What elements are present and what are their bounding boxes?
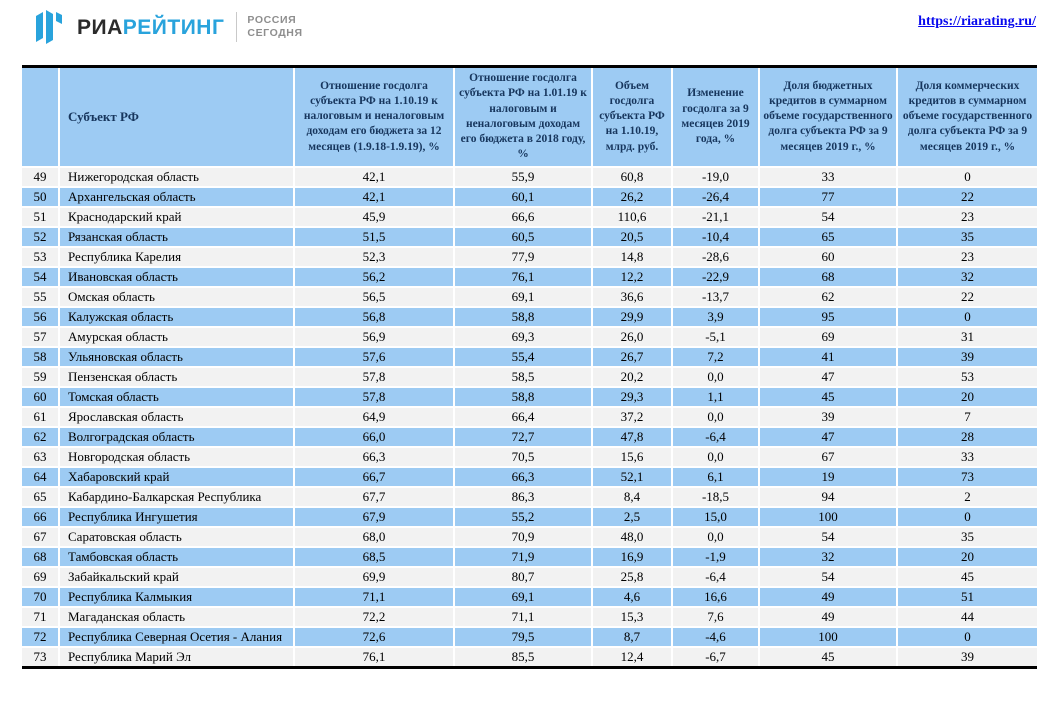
value-cell: 76,1 [455,266,593,286]
value-cell: 15,0 [673,506,760,526]
column-header-region: Субъект РФ [60,68,295,166]
region-cell: Омская область [60,286,295,306]
region-cell: Амурская область [60,326,295,346]
value-cell: 29,9 [593,306,673,326]
value-cell: 22 [898,186,1037,206]
region-cell: Забайкальский край [60,566,295,586]
region-cell: Кабардино-Балкарская Республика [60,486,295,506]
value-cell: 60,5 [455,226,593,246]
table-row [22,186,1037,206]
value-cell: 2,5 [593,506,673,526]
value-cell: 16,6 [673,586,760,606]
region-cell: Ульяновская область [60,346,295,366]
value-cell: 57,6 [295,346,455,366]
table-row [22,206,1037,226]
table-row [22,386,1037,406]
agency-line1: РОССИЯ [247,14,297,27]
value-cell: 14,8 [593,246,673,266]
value-cell: 12,4 [593,646,673,666]
rank-cell: 63 [22,446,60,466]
rank-cell: 69 [22,566,60,586]
brand-ria-text: РИА [77,15,123,39]
rank-cell: 57 [22,326,60,346]
table-row [22,266,1037,286]
value-cell: 29,3 [593,386,673,406]
region-cell: Архангельская область [60,186,295,206]
value-cell: 79,5 [455,626,593,646]
rank-cell: 54 [22,266,60,286]
value-cell: 86,3 [455,486,593,506]
value-cell: 2 [898,486,1037,506]
value-cell: 54 [760,526,898,546]
value-cell: 60,8 [593,166,673,186]
value-cell: 20 [898,386,1037,406]
rank-cell: 59 [22,366,60,386]
value-cell: 39 [760,406,898,426]
rank-cell: 62 [22,426,60,446]
logo-divider [236,12,237,42]
table-row [22,286,1037,306]
value-cell: 20,2 [593,366,673,386]
value-cell: 39 [898,646,1037,666]
value-cell: 32 [760,546,898,566]
rank-cell: 52 [22,226,60,246]
brand-wordmark [77,17,224,38]
value-cell: 66,3 [455,466,593,486]
table-row [22,586,1037,606]
value-cell: 0,0 [673,446,760,466]
value-cell: 32 [898,266,1037,286]
debt-rating-table-wrap [22,65,1037,669]
column-header-commercial-loans-share: Доля коммерческих кредитов в суммарном объеме государственного долга субъекта РФ за 9 месяцев 2019 г., % [898,68,1037,166]
region-cell: Нижегородская область [60,166,295,186]
rank-cell: 55 [22,286,60,306]
value-cell: 51 [898,586,1037,606]
value-cell: 77,9 [455,246,593,266]
value-cell: 31 [898,326,1037,346]
region-cell: Рязанская область [60,226,295,246]
value-cell: 66,7 [295,466,455,486]
value-cell: -1,9 [673,546,760,566]
value-cell: 33 [760,166,898,186]
table-row [22,326,1037,346]
value-cell: 8,7 [593,626,673,646]
column-header-debt-ratio-1-01-19: Отношение госдолга субъекта РФ на 1.01.19 к налоговым и неналоговым доходам его бюджета в 2018 году, % [455,68,593,166]
value-cell: 35 [898,526,1037,546]
value-cell: 57,8 [295,366,455,386]
value-cell: 28 [898,426,1037,446]
value-cell: 57,8 [295,386,455,406]
region-cell: Томская область [60,386,295,406]
ria-rating-logo-icon [34,9,68,45]
value-cell: 56,8 [295,306,455,326]
value-cell: 7,6 [673,606,760,626]
value-cell: 53 [898,366,1037,386]
region-cell: Калужская область [60,306,295,326]
value-cell: -6,4 [673,426,760,446]
value-cell: 52,1 [593,466,673,486]
rank-cell: 72 [22,626,60,646]
table-row [22,306,1037,326]
value-cell: 85,5 [455,646,593,666]
value-cell: 69,9 [295,566,455,586]
value-cell: 23 [898,246,1037,266]
value-cell: 95 [760,306,898,326]
value-cell: 25,8 [593,566,673,586]
rank-cell: 51 [22,206,60,226]
region-cell: Ивановская область [60,266,295,286]
value-cell: 44 [898,606,1037,626]
value-cell: 58,5 [455,366,593,386]
value-cell: 47 [760,366,898,386]
value-cell: 0 [898,166,1037,186]
value-cell: -18,5 [673,486,760,506]
value-cell: 66,0 [295,426,455,446]
value-cell: 54 [760,206,898,226]
rank-cell: 66 [22,506,60,526]
value-cell: 42,1 [295,186,455,206]
value-cell: 67 [760,446,898,466]
region-cell: Республика Марий Эл [60,646,295,666]
table-row [22,486,1037,506]
value-cell: 45 [760,646,898,666]
riarating-site-link[interactable]: https://riarating.ru/ [918,14,1036,29]
table-row [22,226,1037,246]
value-cell: 66,6 [455,206,593,226]
rank-cell: 61 [22,406,60,426]
rank-cell: 60 [22,386,60,406]
value-cell: 8,4 [593,486,673,506]
value-cell: -6,4 [673,566,760,586]
region-cell: Республика Ингушетия [60,506,295,526]
value-cell: 0 [898,506,1037,526]
value-cell: 16,9 [593,546,673,566]
column-header-rank [22,68,60,166]
value-cell: -10,4 [673,226,760,246]
value-cell: 0 [898,306,1037,326]
value-cell: 26,7 [593,346,673,366]
value-cell: 67,7 [295,486,455,506]
value-cell: 49 [760,586,898,606]
value-cell: 60 [760,246,898,266]
value-cell: 23 [898,206,1037,226]
value-cell: 39 [898,346,1037,366]
region-cell: Магаданская область [60,606,295,626]
ria-rating-logo [34,9,303,45]
value-cell: 1,1 [673,386,760,406]
value-cell: 3,9 [673,306,760,326]
value-cell: -5,1 [673,326,760,346]
value-cell: -22,9 [673,266,760,286]
value-cell: 73 [898,466,1037,486]
value-cell: 4,6 [593,586,673,606]
value-cell: 6,1 [673,466,760,486]
value-cell: 15,6 [593,446,673,466]
table-row [22,446,1037,466]
table-row [22,526,1037,546]
value-cell: 62 [760,286,898,306]
value-cell: 56,2 [295,266,455,286]
value-cell: 66,4 [455,406,593,426]
value-cell: 45 [898,566,1037,586]
value-cell: 76,1 [295,646,455,666]
value-cell: 15,3 [593,606,673,626]
rank-cell: 67 [22,526,60,546]
value-cell: 52,3 [295,246,455,266]
value-cell: 35 [898,226,1037,246]
value-cell: 64,9 [295,406,455,426]
value-cell: 80,7 [455,566,593,586]
value-cell: 48,0 [593,526,673,546]
value-cell: 20,5 [593,226,673,246]
value-cell: -28,6 [673,246,760,266]
value-cell: 20 [898,546,1037,566]
region-cell: Хабаровский край [60,466,295,486]
value-cell: 26,2 [593,186,673,206]
agency-line2: СЕГОДНЯ [247,27,303,39]
region-cell: Краснодарский край [60,206,295,226]
value-cell: 41 [760,346,898,366]
value-cell: 55,2 [455,506,593,526]
brand-rating-text: РЕЙТИНГ [122,15,225,39]
value-cell: 94 [760,486,898,506]
value-cell: 68 [760,266,898,286]
region-cell: Волгоградская область [60,426,295,446]
value-cell: 55,4 [455,346,593,366]
value-cell: 0,0 [673,406,760,426]
value-cell: 47 [760,426,898,446]
region-cell: Саратовская область [60,526,295,546]
value-cell: 65 [760,226,898,246]
top-bar [0,0,1059,52]
rossiya-segodnya-label [247,14,302,39]
value-cell: 45,9 [295,206,455,226]
value-cell: 58,8 [455,306,593,326]
rank-cell: 71 [22,606,60,626]
table-row [22,566,1037,586]
table-row [22,346,1037,366]
value-cell: 72,6 [295,626,455,646]
value-cell: 69,3 [455,326,593,346]
value-cell: 100 [760,506,898,526]
value-cell: 56,9 [295,326,455,346]
table-row [22,546,1037,566]
rank-cell: 64 [22,466,60,486]
column-header-debt-ratio-1-10-19: Отношение госдолга субъекта РФ на 1.10.19 к налоговым и неналоговым доходам его бюджета за 12 месяцев (1.9.18-1.9.19), % [295,68,455,166]
rank-cell: 73 [22,646,60,666]
value-cell: -13,7 [673,286,760,306]
value-cell: 69 [760,326,898,346]
table-row [22,166,1037,186]
value-cell: 68,0 [295,526,455,546]
rank-cell: 58 [22,346,60,366]
value-cell: 55,9 [455,166,593,186]
value-cell: 47,8 [593,426,673,446]
table-row [22,466,1037,486]
value-cell: 100 [760,626,898,646]
value-cell: 22 [898,286,1037,306]
column-header-debt-change: Изменение госдолга за 9 месяцев 2019 года, % [673,68,760,166]
value-cell: 7,2 [673,346,760,366]
value-cell: 68,5 [295,546,455,566]
region-cell: Республика Карелия [60,246,295,266]
value-cell: 0 [898,626,1037,646]
rank-cell: 65 [22,486,60,506]
value-cell: 56,5 [295,286,455,306]
region-cell: Пензенская область [60,366,295,386]
value-cell: 45 [760,386,898,406]
value-cell: 110,6 [593,206,673,226]
value-cell: 69,1 [455,286,593,306]
value-cell: 71,1 [295,586,455,606]
value-cell: 26,0 [593,326,673,346]
rank-cell: 70 [22,586,60,606]
table-row [22,246,1037,266]
value-cell: 37,2 [593,406,673,426]
column-header-budget-loans-share: Доля бюджетных кредитов в суммарном объеме государственного долга субъекта РФ за 9 месяцев 2019 г., % [760,68,898,166]
value-cell: 77 [760,186,898,206]
rank-cell: 68 [22,546,60,566]
table-row [22,606,1037,626]
value-cell: -4,6 [673,626,760,646]
table-row [22,626,1037,646]
value-cell: 12,2 [593,266,673,286]
value-cell: 0,0 [673,366,760,386]
header-row [22,68,1037,166]
value-cell: -26,4 [673,186,760,206]
table-row [22,506,1037,526]
region-cell: Республика Калмыкия [60,586,295,606]
value-cell: 60,1 [455,186,593,206]
column-header-debt-volume: Объем госдолга субъекта РФ на 1.10.19, млрд. руб. [593,68,673,166]
value-cell: 69,1 [455,586,593,606]
value-cell: -19,0 [673,166,760,186]
value-cell: 19 [760,466,898,486]
value-cell: 66,3 [295,446,455,466]
value-cell: 72,7 [455,426,593,446]
table-row [22,366,1037,386]
debt-rating-table [22,68,1037,666]
region-cell: Новгородская область [60,446,295,466]
rank-cell: 53 [22,246,60,266]
value-cell: 71,1 [455,606,593,626]
value-cell: -21,1 [673,206,760,226]
rank-cell: 56 [22,306,60,326]
rank-cell: 49 [22,166,60,186]
value-cell: 33 [898,446,1037,466]
value-cell: 54 [760,566,898,586]
region-cell: Ярославская область [60,406,295,426]
value-cell: 70,9 [455,526,593,546]
value-cell: 49 [760,606,898,626]
region-cell: Республика Северная Осетия - Алания [60,626,295,646]
value-cell: -6,7 [673,646,760,666]
value-cell: 7 [898,406,1037,426]
value-cell: 36,6 [593,286,673,306]
table-row [22,646,1037,666]
value-cell: 70,5 [455,446,593,466]
rank-cell: 50 [22,186,60,206]
value-cell: 0,0 [673,526,760,546]
table-row [22,426,1037,446]
value-cell: 72,2 [295,606,455,626]
table-row [22,406,1037,426]
value-cell: 71,9 [455,546,593,566]
value-cell: 67,9 [295,506,455,526]
region-cell: Тамбовская область [60,546,295,566]
value-cell: 58,8 [455,386,593,406]
value-cell: 51,5 [295,226,455,246]
value-cell: 42,1 [295,166,455,186]
